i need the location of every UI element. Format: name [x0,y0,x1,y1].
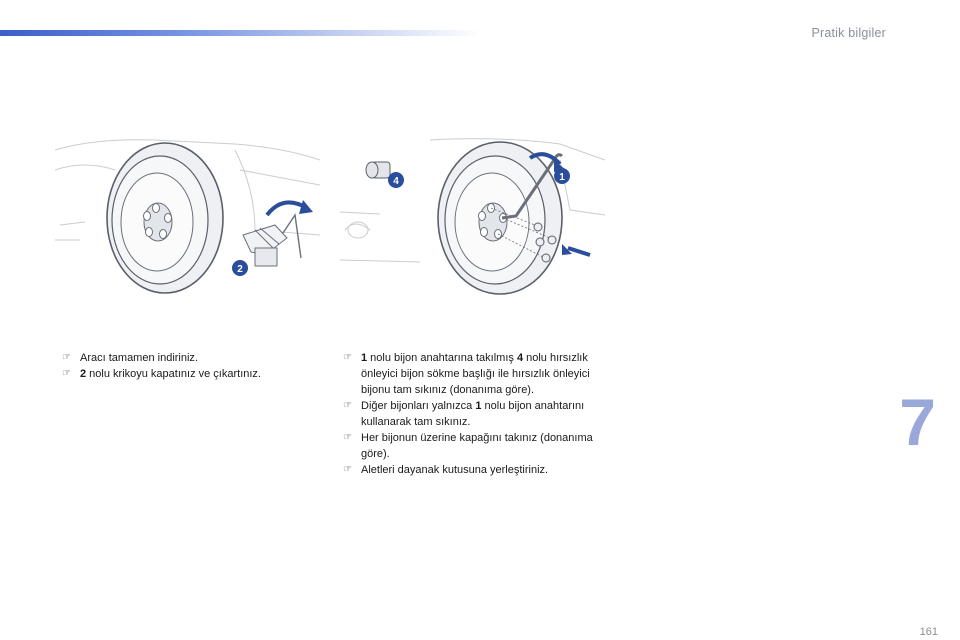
finger-pointing-icon: ☞ [343,352,352,363]
callout-4-label: 4 [393,176,399,187]
chapter-number: 7 [899,385,936,459]
page-number: 161 [919,626,938,638]
callout-2-label: 2 [237,264,243,275]
list-item: ☞ 2 nolu krikoyu kapatınız ve çıkartınız. [62,368,261,380]
list-item: ☞ 1 nolu bijon anahtarına takılmış 4 nolu hırsızlık önleyici bijon sökme başlığı ile hırsızlık önleyici bijonu tam sıkınız (donanıma göre). [343,352,590,396]
finger-pointing-icon: ☞ [343,400,352,411]
header-accent-bar [0,30,480,36]
list-item: ☞ Diğer bijonları yalnızca 1 nolu bijon anahtarını kullanarak tam sıkınız. [343,400,585,428]
finger-pointing-icon: ☞ [62,352,71,363]
wheel-wrench-illustration [340,130,605,295]
finger-pointing-icon: ☞ [343,432,352,443]
list-item: ☞ Aletleri dayanak kutusuna yerleştiriniz. [343,464,549,476]
right-instructions [343,350,613,478]
finger-pointing-icon: ☞ [62,368,71,379]
wheel-jack-illustration [55,130,320,295]
finger-pointing-icon: ☞ [343,464,352,475]
callout-1-label: 1 [559,172,565,183]
section-title: Pratik bilgiler [811,26,886,40]
left-instructions [62,350,322,382]
list-item: ☞ Her bijonun üzerine kapağını takınız (donanıma göre). [343,432,593,460]
list-item: ☞ Aracı tamamen indiriniz. [62,352,198,364]
